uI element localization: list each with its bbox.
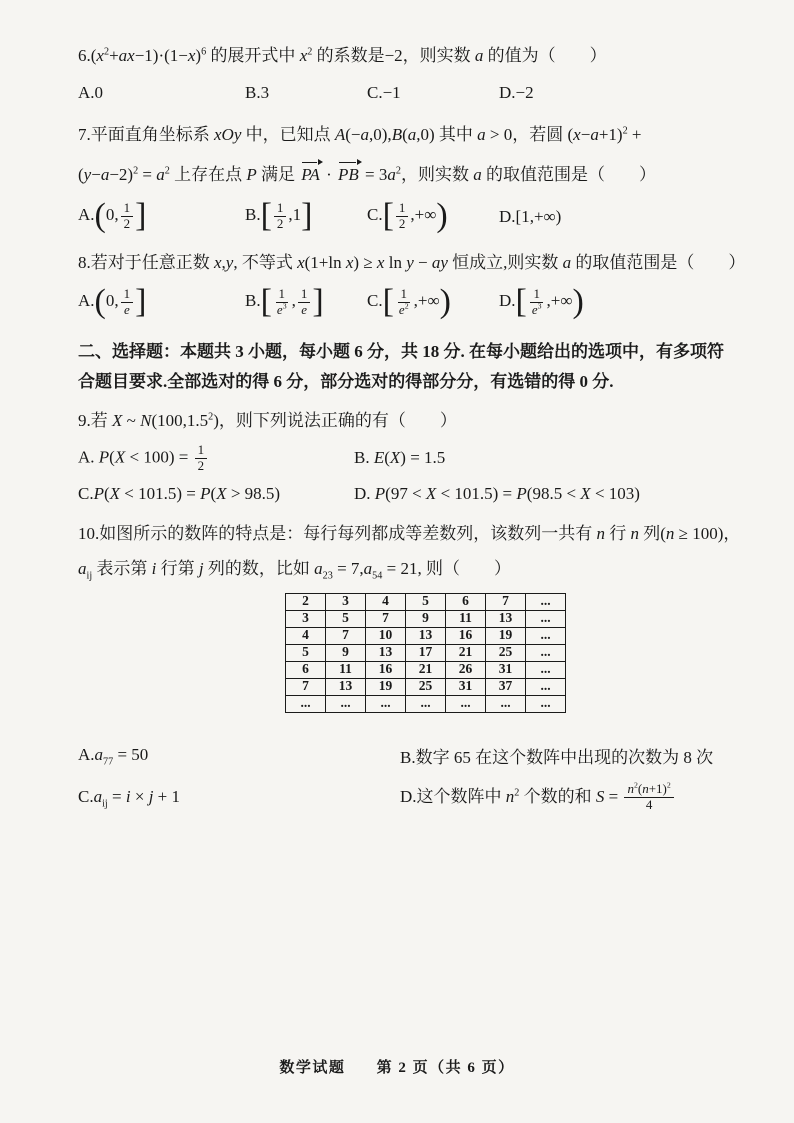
question-6-option-a: A.0 [78,83,104,103]
question-9-option-b: B. E(X) = 1.5 [354,448,446,468]
table-cell: 9 [406,610,446,627]
table-cell: 16 [446,627,486,644]
question-8-option-a: A.(0, $\frac{1}{e}$ ] [78,283,147,321]
table-cell: ... [446,695,486,712]
table-cell: 3 [286,610,326,627]
table-cell: 19 [366,678,406,695]
question-9-stem: 9.若 X ~ N(100,1.5$^2$)，则下列说法正确的有（ ） [78,411,457,431]
question-8-stem: 8.若对于任意正数 x,y, 不等式 x(1+ln x) ≥ x ln y − ay 恒成立,则实数 a 的取值范围是（ ） [78,252,746,272]
table-cell: 5 [406,593,446,610]
question-6-options [78,83,780,103]
question-9-option-a: A. P(X < 100) = $\frac{1}{2}$ [78,443,354,474]
table-cell: 25 [406,678,446,695]
question-10-options-row2 [78,782,780,814]
table-cell: 13 [406,627,446,644]
question-10-option-a: $A.a_{77} = 50$ [78,745,149,768]
question-9-option-d: D. P(97 < X < 101.5) = P(98.5 < X < 103) [354,483,640,503]
table-cell: 19 [486,627,526,644]
table-row [286,695,566,712]
table-cell: 9 [326,644,366,661]
table-cell: ... [526,593,566,610]
question-10-stem-line1: 10.如图所示的数阵的特点是：每行每列都成等差数列，该数列一共有 n 行 n 列(n ≥ 100)， [78,523,741,543]
footer-page-number: 第 2 页（共 6 页） [376,1060,515,1076]
table-cell: 21 [446,644,486,661]
table-cell: 4 [286,627,326,644]
question-6-option-b: B.3 [245,83,270,103]
table-cell: 21 [406,661,446,678]
page-footer [0,1056,794,1077]
table-cell: 4 [366,593,406,610]
question-7-option-a: A.(0, $\frac{1}{2}$ ] [78,197,147,235]
number-grid-body [286,593,566,712]
question-10-option-c: $C.a_{ij} = i \times j + 1$ [78,787,181,810]
table-cell: 13 [486,610,526,627]
table-cell: 31 [446,678,486,695]
question-7-stem-line1: 7.平面直角坐标系 xOy 中，已知点 A(−a,0),B(a,0) 其中 a > 0，若圆 $(x-a+1)^2$ + [78,125,642,145]
section-2-header-line1: 二、选择题：本题共 3 小题，每小题 6 分，共 18 分. 在每小题给出的选项中，有多项符 [78,342,724,362]
table-cell: 5 [286,644,326,661]
table-cell: 26 [446,661,486,678]
question-8-options [78,283,780,321]
table-cell: ... [526,610,566,627]
table-cell: ... [486,695,526,712]
section-2-header-line2: 合题目要求.全部选对的得 6 分，部分选对的得部分分，有选错的得 0 分. [78,371,614,391]
question-7-option-d: D.[1,+∞) [499,206,562,226]
table-cell: 17 [406,644,446,661]
table-cell: 7 [366,610,406,627]
table-row [286,661,566,678]
question-9-options-row2 [78,484,780,504]
question-7-options [78,197,780,235]
question-6-option-c: C.−1 [367,83,401,103]
table-cell: 13 [366,644,406,661]
number-grid [285,593,566,713]
table-cell: ... [526,644,566,661]
table-cell: 37 [486,678,526,695]
table-cell: 13 [326,678,366,695]
table-cell: 6 [446,593,486,610]
table-cell: 3 [326,593,366,610]
table-cell: ... [366,695,406,712]
footer-doc-title: 数学试题 [279,1060,346,1076]
question-7-stem-line2: $(y-a-2)^2 = a^2$ 上存在点 P 满足 PA · PB = $3a^2$，则实数 a 的取值范围是（ ） [78,164,656,184]
table-cell: 2 [286,593,326,610]
question-8-option-d: D.[ $\frac{1}{e^3}$ ,+∞) [499,283,584,321]
table-cell: 7 [486,593,526,610]
table-cell: 5 [326,610,366,627]
question-8-option-c: C.[ $\frac{1}{e^2}$ ,+∞) [367,283,451,321]
table-cell: 11 [446,610,486,627]
table-cell: 7 [326,627,366,644]
question-6-stem: $6.(x^2+ax-1)\cdot(1-x)^6$ 的展开式中 $x^2$ 的系数是−2，则实数 a 的值为（ ） [78,46,607,65]
table-cell: ... [526,678,566,695]
table-cell: ... [526,627,566,644]
table-cell: 31 [486,661,526,678]
question-10-stem-line2: $a_{ij}$ 表示第 i 行第 j 列的数，比如 $a_{23} = 7,a_{54} = 21$, 则（ ） [78,559,511,582]
question-9-options-row1 [78,443,780,474]
question-10-options-row1 [78,743,780,768]
table-cell: ... [406,695,446,712]
table-cell: 11 [326,661,366,678]
table-row [286,678,566,695]
table-cell: 10 [366,627,406,644]
question-7-option-b: B.[ $\frac{1}{2}$ ,1] [245,197,313,235]
question-7-option-c: C.[ $\frac{1}{2}$ ,+∞) [367,197,448,235]
table-row [286,610,566,627]
table-row [286,644,566,661]
table-cell: ... [526,695,566,712]
table-cell: ... [526,661,566,678]
question-10-option-b: B.数字 65 在这个数阵中出现的次数为 8 次 [400,747,714,767]
table-cell: 6 [286,661,326,678]
table-cell: 7 [286,678,326,695]
question-9-option-c: C.P(X < 101.5) = P(X > 98.5) [78,483,281,503]
table-cell: ... [326,695,366,712]
table-cell: 16 [366,661,406,678]
table-row [286,593,566,610]
table-row [286,627,566,644]
table-cell: 25 [486,644,526,661]
question-6-option-d: D.−2 [499,83,534,103]
question-10-option-d: D.这个数阵中 $n^2$ 个数的和 S = $\frac{n^2(n+1)^2}{4}$ [400,782,780,814]
table-cell: ... [286,695,326,712]
question-8-option-b: B.[ $\frac{1}{e^3}$ , $\frac{1}{e}$ ] [245,283,324,321]
